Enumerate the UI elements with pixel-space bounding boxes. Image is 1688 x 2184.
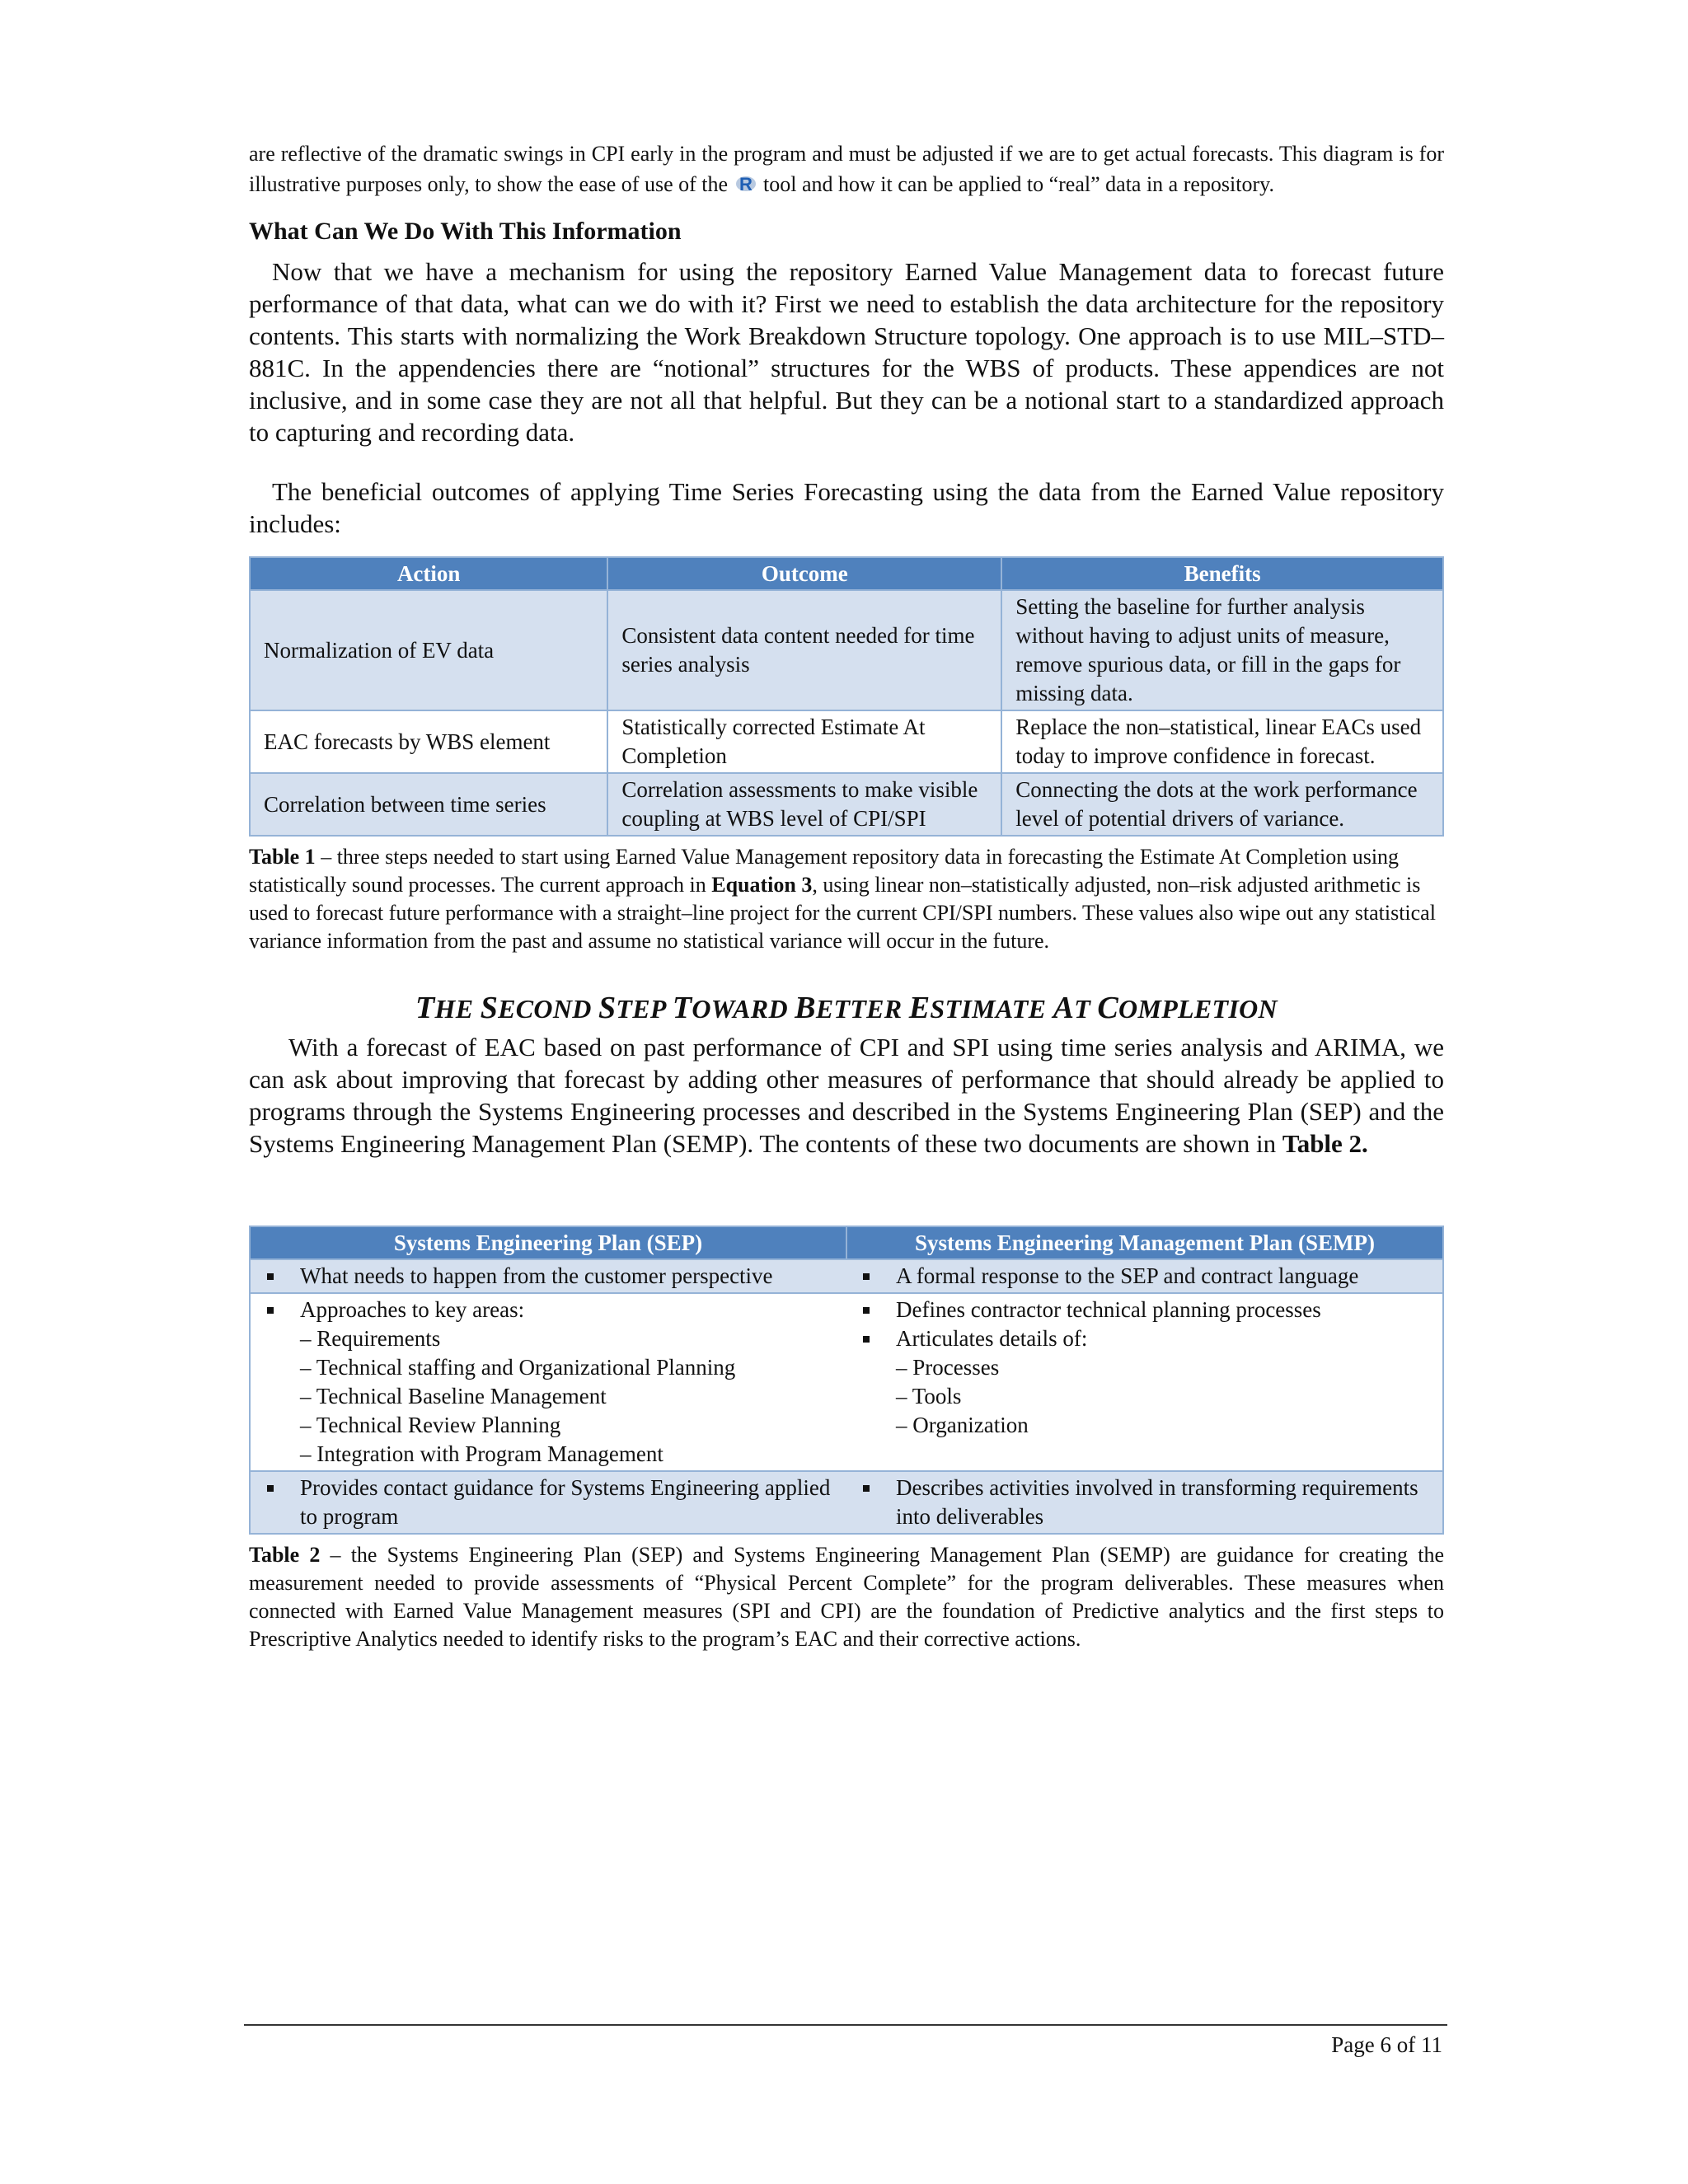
table-cell (250, 1471, 846, 1534)
table-row (250, 1471, 1443, 1534)
table-row (250, 590, 1443, 710)
table-cell: Consistent data content needed for time series analysis (607, 590, 1001, 710)
list-item: A formal response to the SEP and contract language (858, 1262, 1434, 1291)
footer-divider (244, 2024, 1447, 2026)
body-paragraph-1: Now that we have a mechanism for using the repository Earned Value Management data to forecast future performance of that data, what can we do with it? First we need to establish the data architecture for the repository contents. This starts with normalizing the Work Breakdown Structure topology. One approach is to use MIL–STD–881C. In the appendencies there are “notional” structures for the WBS of products. These appendices are not inclusive, and in some case they are not all that helpful. But they can be a notional start to a standardized approach to capturing and recording data. (249, 257, 1444, 447)
body-paragraph-2: The beneficial outcomes of applying Time Series Forecasting using the data from the Earned Value repository includes: (249, 477, 1444, 538)
r-logo-icon (735, 171, 757, 194)
list-item: Defines contractor technical planning processes (858, 1296, 1434, 1324)
table-cell: Statistically corrected Estimate At Completion (607, 710, 1001, 773)
list-item: – Processes (896, 1353, 1434, 1382)
list-item: Articulates details of: – Processes – Tools – Organization (858, 1324, 1434, 1440)
table-2 (249, 1226, 1444, 1535)
list-item: – Technical Review Planning (300, 1411, 838, 1440)
list-item: – Technical staffing and Organizational Planning (300, 1353, 838, 1382)
section-2-paragraph: With a forecast of EAC based on past performance of CPI and SPI using time series analysis and ARIMA, we can ask about improving that forecast by adding other measures of performance that should already be applied to programs through the Systems Engineering processes and described in the Systems Engineering Plan (SEP) and the Systems Engineering Management Plan (SEMP). The contents of these two documents are shown in Table 2. (249, 1033, 1444, 1158)
table-1-header-benefits: Benefits (1001, 557, 1443, 590)
table-1 (249, 556, 1444, 837)
table-cell: Replace the non–statistical, linear EACs used today to improve confidence in forecast. (1001, 710, 1443, 773)
list-item: – Technical Baseline Management (300, 1382, 838, 1411)
section-2-title: THE SECOND STEP TOWARD BETTER ESTIMATE AT COMPLETION (415, 991, 1278, 1025)
list-item: What needs to happen from the customer perspective (262, 1262, 838, 1291)
table-2-header-sep: Systems Engineering Plan (SEP) (250, 1226, 846, 1259)
table-cell (250, 1259, 846, 1293)
table-cell (846, 1259, 1443, 1293)
list-item: Describes activities involved in transforming requirements into deliverables (858, 1474, 1434, 1531)
table-cell: Connecting the dots at the work performance level of potential drivers of variance. (1001, 773, 1443, 836)
intro-text-1: are reflective of the dramatic swings in CPI early in the program and must be adjusted if we are to get actual forecasts. This diagram is for illustrative purposes only, to show the ease of use of the (249, 142, 1444, 196)
section-heading: What Can We Do With This Information (249, 218, 682, 245)
list-item: – Organization (896, 1411, 1434, 1440)
table-cell: Normalization of EV data (250, 590, 607, 710)
table-row (250, 1259, 1443, 1293)
table-1-caption: Table 1 – three steps needed to start using Earned Value Management repository data in forecasting the Estimate At Completion using statistically sound processes. The current approach in Equation 3, using linear non–statistically adjusted, non–risk adjusted arithmetic is used to forecast future performance with a straight–line project for the current CPI/SPI numbers. These values also wipe out any statistical variance information from the past and assume no statistical variance will occur in the future. (249, 845, 1436, 953)
list-item: – Requirements (300, 1324, 838, 1353)
table-cell (250, 1293, 846, 1471)
list-item: – Integration with Program Management (300, 1440, 838, 1469)
table-cell: Correlation assessments to make visible coupling at WBS level of CPI/SPI (607, 773, 1001, 836)
list-item: – Tools (896, 1382, 1434, 1411)
table-cell: Setting the baseline for further analysis without having to adjust units of measure, remove spurious data, or fill in the gaps for missing data. (1001, 590, 1443, 710)
svg-text:R: R (738, 174, 753, 194)
table-2-caption: Table 2 – the Systems Engineering Plan (SEP) and Systems Engineering Management Plan (SEMP) are guidance for creating the measurement needed to provide assessments of “Physical Percent Complete” for the program deliverables. These measures when connected with Earned Value Management measures (SPI and CPI) are the foundation of Predictive analytics and the first steps to Prescriptive Analytics needed to identify risks to the program’s EAC and their corrective actions. (249, 1543, 1444, 1651)
list-item: Provides contact guidance for Systems Engineering applied to program (262, 1474, 838, 1531)
table-cell (846, 1293, 1443, 1471)
table-row (250, 773, 1443, 836)
list-item: Approaches to key areas: – Requirements – Technical staffing and Organizational Planning – Technical Baseline Management – Technical Review Planning – Integration with Program Management (262, 1296, 838, 1469)
intro-text-2: tool and how it can be applied to “real” data in a repository. (763, 172, 1274, 196)
table-cell: EAC forecasts by WBS element (250, 710, 607, 773)
table-1-header-action: Action (250, 557, 607, 590)
table-2-header-semp: Systems Engineering Management Plan (SEMP) (846, 1226, 1443, 1259)
table-cell: Correlation between time series (250, 773, 607, 836)
page-number: Page 6 of 11 (1331, 2032, 1442, 2057)
page-content (249, 138, 1444, 1653)
table-1-header-outcome: Outcome (607, 557, 1001, 590)
table-row (250, 1293, 1443, 1471)
table-row (250, 710, 1443, 773)
intro-paragraph (249, 138, 1444, 199)
table-cell (846, 1471, 1443, 1534)
